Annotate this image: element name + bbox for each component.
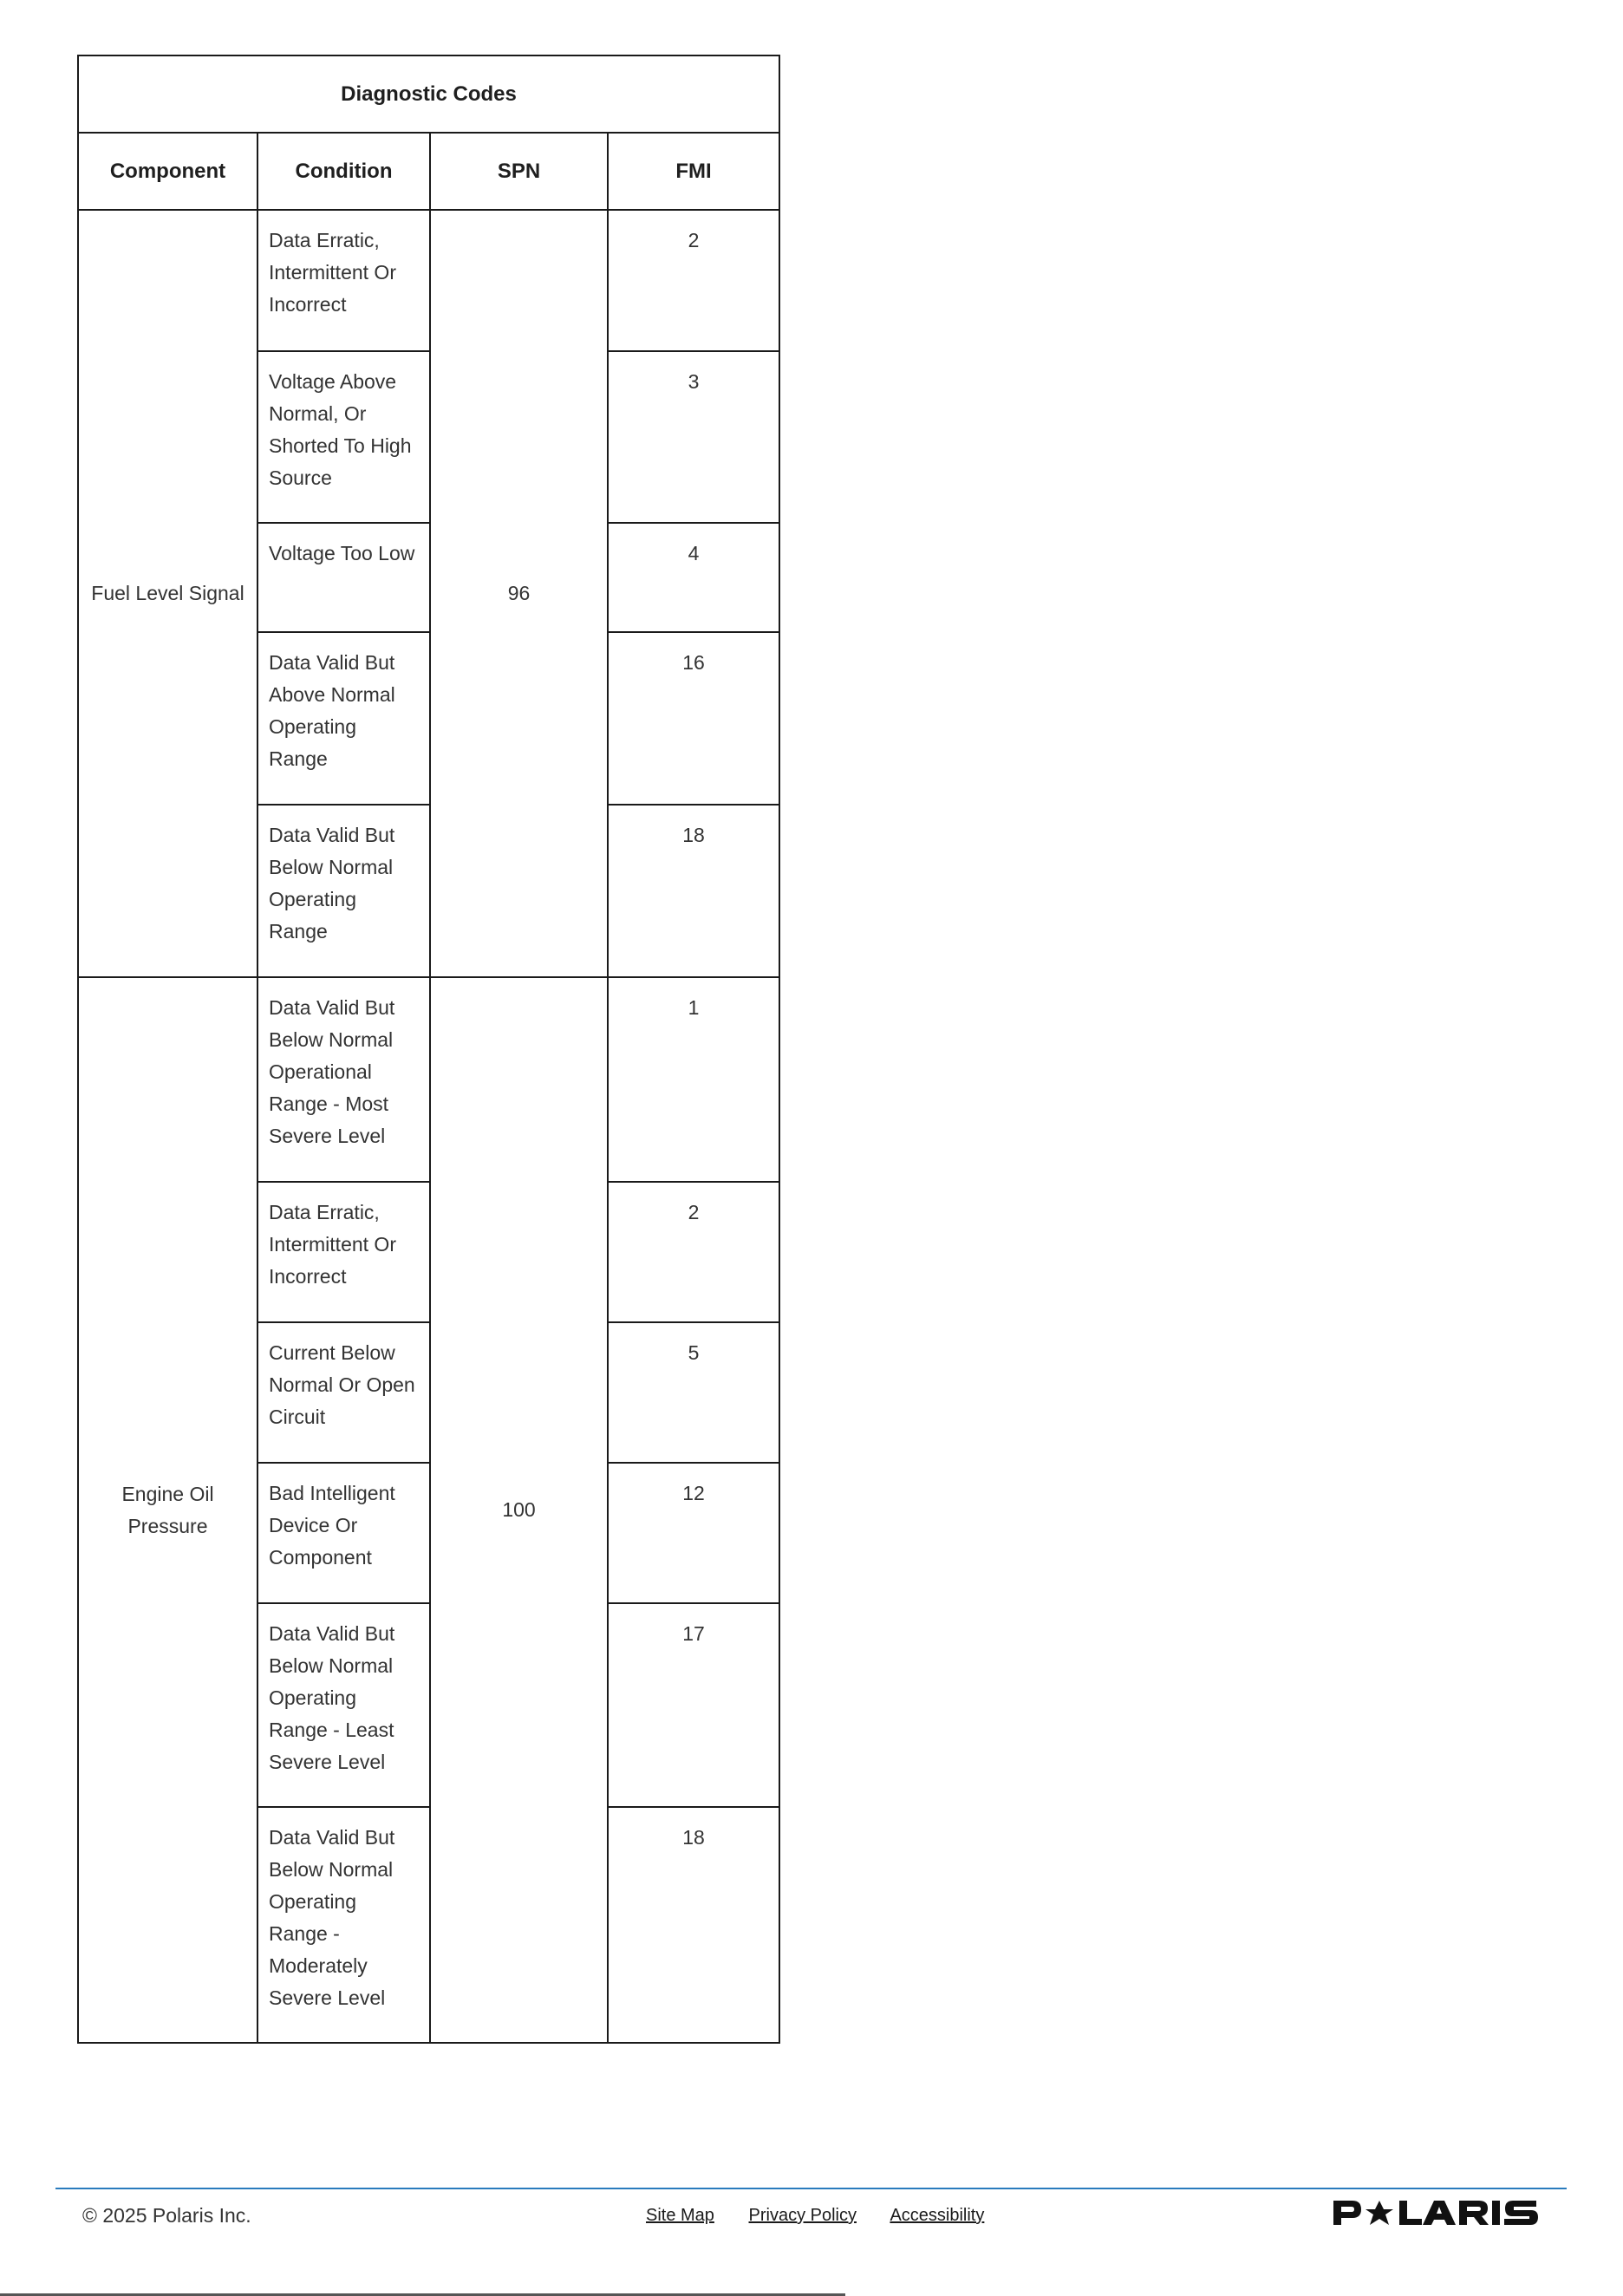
fmi-cell: 18: [608, 805, 779, 977]
fmi-cell: 5: [608, 1322, 779, 1463]
condition-cell: Data Valid But Above Normal Operating Range: [257, 632, 430, 805]
header-fmi: FMI: [608, 133, 779, 210]
fmi-cell: 16: [608, 632, 779, 805]
polaris-logo[interactable]: [1332, 2198, 1540, 2228]
condition-cell: Data Valid But Below Normal Operational Range - Most Severe Level: [257, 977, 430, 1182]
condition-cell: Data Valid But Below Normal Operating Range: [257, 805, 430, 977]
condition-cell: Voltage Too Low: [257, 523, 430, 632]
fmi-cell: 2: [608, 210, 779, 351]
footer-links: [646, 2203, 1014, 2228]
spn-cell: 96: [430, 210, 608, 977]
site-map-link[interactable]: Site Map: [646, 2206, 714, 2225]
condition-cell: Current Below Normal Or Open Circuit: [257, 1322, 430, 1463]
privacy-policy-link[interactable]: Privacy Policy: [748, 2206, 857, 2225]
table-row: [78, 210, 779, 351]
diagnostic-codes-table: [77, 55, 780, 2044]
condition-cell: Data Valid But Below Normal Operating Range - Moderately Severe Level: [257, 1807, 430, 2043]
header-condition: Condition: [257, 133, 430, 210]
condition-cell: Bad Intelligent Device Or Component: [257, 1463, 430, 1603]
footer-divider: [55, 2188, 1567, 2189]
condition-cell: Data Valid But Below Normal Operating Range - Least Severe Level: [257, 1603, 430, 1807]
fmi-cell: 1: [608, 977, 779, 1182]
fmi-cell: 18: [608, 1807, 779, 2043]
fmi-cell: 3: [608, 351, 779, 523]
component-cell: Fuel Level Signal: [78, 210, 257, 977]
header-spn: SPN: [430, 133, 608, 210]
condition-cell: Data Erratic, Intermittent Or Incorrect: [257, 210, 430, 351]
header-component: Component: [78, 133, 257, 210]
fmi-cell: 2: [608, 1182, 779, 1322]
fmi-cell: 4: [608, 523, 779, 632]
condition-cell: Data Erratic, Intermittent Or Incorrect: [257, 1182, 430, 1322]
condition-cell: Voltage Above Normal, Or Shorted To High Source: [257, 351, 430, 523]
spn-cell: 100: [430, 977, 608, 2043]
table-row: [78, 977, 779, 1182]
copyright-text: © 2025 Polaris Inc.: [82, 2204, 251, 2227]
fmi-cell: 12: [608, 1463, 779, 1603]
accessibility-link[interactable]: Accessibility: [890, 2206, 985, 2225]
component-cell: Engine Oil Pressure: [78, 977, 257, 2043]
fmi-cell: 17: [608, 1603, 779, 1807]
table-title: Diagnostic Codes: [78, 55, 779, 133]
